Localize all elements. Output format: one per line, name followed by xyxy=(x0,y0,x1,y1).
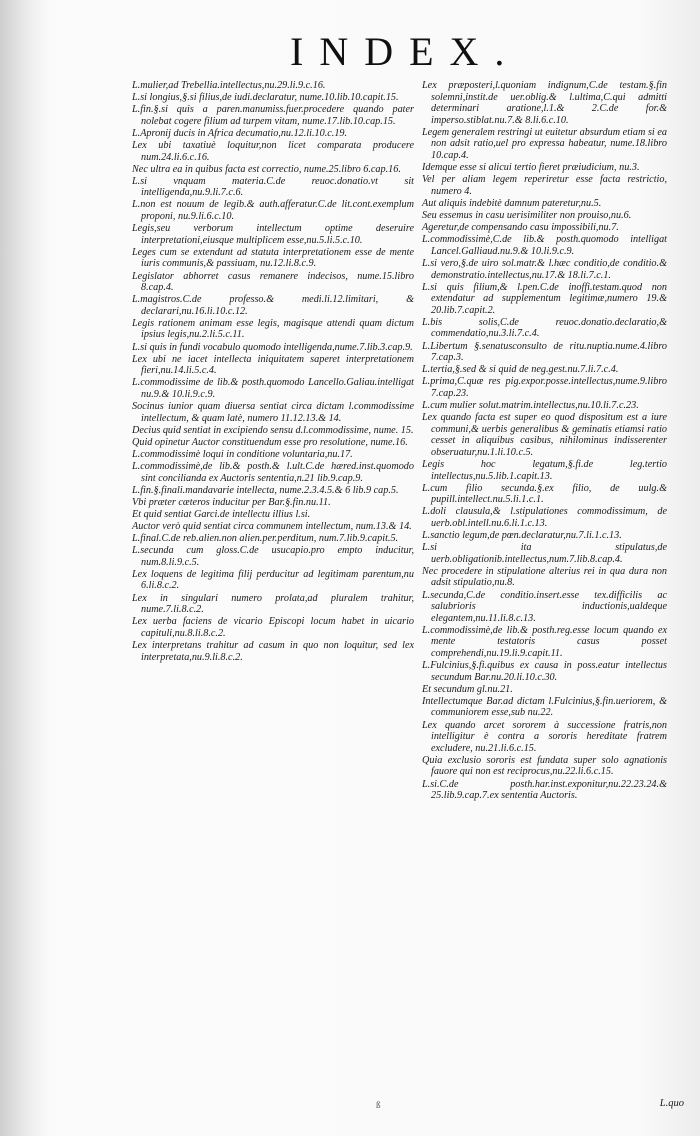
index-entry: Et secundum gl.nu.21. xyxy=(422,683,513,695)
index-entry: L.prima,C.quæ res pig.expor.posse.intellectus,nume.9.libro 7.cap.23. xyxy=(422,376,667,399)
index-entry: L.si ita stipulatus,de uerb.obligationib.intellectus,num.7.lib.8.cap.4. xyxy=(422,542,667,565)
index-entry: Lex quando arcet sororem à successione fratris,non intelligitur è contra a sororis hereditate fratrem excludere, nu.21.li.6.c.15. xyxy=(422,719,667,754)
index-entry: L.cum mulier solut.matrim.intellectus,nu.10.li.7.c.23. xyxy=(422,400,639,412)
index-entry: L.si vero,§.de uiro sol.matr.& l.hæc conditio,de conditio.& demonstratio.intellectus,nu.17.& 18.li.7.c.1. xyxy=(422,257,667,281)
index-entry: Legis rationem animam esse legis, magisque attendi quam dictum ipsius legis,nu.2.li.5.c.11. xyxy=(132,317,414,341)
index-entry: Lex ubi taxatiuè loquitur,non licet comparata producere num.24.li.6.c.16. xyxy=(132,139,414,163)
index-entry: Lex loquens de legitima filij perducitur ad legitimam parentum,nu 6.li.8.c.2. xyxy=(132,568,414,592)
index-entry: L.commodissimè,de lib.& posth.& l.ult.C.de hæred.inst.quomodo sint concilianda ex Auctoris sententia,n.21 lib.9.cap.9. xyxy=(132,461,414,484)
index-entry: Aut aliquis indebitè damnum pateretur,nu.5. xyxy=(422,197,602,209)
index-entry: L.Libertum §.senatusconsulto de ritu.nuptia.nume.4.libro 7.cap.3. xyxy=(422,340,667,364)
index-entry: L.fin.§.finali.mandavarie intellecta, nume.2.3.4.5.& 6 lib.9 cap.5. xyxy=(132,484,399,496)
index-entry: L.commodissime de lib.& posth.quomodo Lancello.Galiau.intelligat nu.9.& 10.li.9.c.9. xyxy=(132,377,414,400)
index-entry: Lex quando facta est super eo quod dispositum est a iure communi,& uerbis generalibus & geminatis etiamsi ratio cesset in aliquibus casibus, nihilominus indisserenter obseruatur,nu.1.li.10.c.5. xyxy=(422,412,667,458)
index-entry: L.cum filio secunda.§.ex filio, de uulg.& pupill.intellect.nu.5.li.1.c.1. xyxy=(422,482,667,506)
index-entry: L.si vnquam materia.C.de reuoc.donatio.vt sit intelligenda,nu.9.li.7.c.6. xyxy=(132,175,414,199)
index-entry: L.non est nouum de legib.& auth.afferatur.C.de lit.cont.exemplum proponi, nu.9.li.6.c.10. xyxy=(132,199,414,223)
index-entry: L.si.C.de posth.har.inst.exponitur,nu.22.23.24.& 25.lib.9.cap.7.ex sententia Auctoris. xyxy=(422,778,667,802)
index-entry: Legem generalem restringi ut euitetur absurdum etiam si ea non adsit ratio,uel pro expressa habeatur, nume.18.libro 10.cap.4. xyxy=(422,126,667,162)
index-column-right xyxy=(422,80,667,802)
index-entry: Lex præposteri,l.quoniam indignum,C.de testam.§.fin solemni,instit.de uer.oblig.& l.ultima,C.qui admitti determinari aratione,l.1.& 2.C.de for.& imperso.stiblat.nu.7.& 8.li.6.c.10. xyxy=(422,80,667,126)
index-entry: Ageretur,de compensando casu impossibili,nu.7. xyxy=(422,222,619,234)
index-entry: Idemque esse si alicui tertio fieret præiudicium, nu.3. xyxy=(422,162,640,174)
index-column-left xyxy=(132,80,414,664)
index-entry: L.commodissimè loqui in conditione voluntaria,nu.17. xyxy=(132,448,353,460)
index-entry: Decius quid sentiat in excipiendo sensu d.l.commodissime, nume. 15. xyxy=(132,424,414,436)
index-entry: Vbi præter cæteros inducitur per Bar.§.fin.nu.11. xyxy=(132,496,331,508)
page-title: INDEX. xyxy=(290,29,521,74)
index-entry: Lex interpretans trahitur ad casum in quo non loquitur, sed lex interpretata,nu.9.li.8.c.2. xyxy=(132,639,414,663)
index-entry: Lex uerba faciens de vicario Episcopi locum habet in uicario capituli,nu.8.li.8.c.2. xyxy=(132,616,414,639)
index-entry: L.Fulcinius,§.fi.quibus ex causa in poss.eatur intellectus secundum Bar.nu.20.li.10.c.30. xyxy=(422,660,667,683)
index-entry: Vel per aliam legem reperiretur esse facta restrictio, numero 4. xyxy=(422,174,667,197)
index-entry: Nec ultra ea in quibus facta est correctio, nume.25.libro 6.cap.16. xyxy=(132,163,401,175)
index-entry: Quid opinetur Auctor constituendum esse pro resolutione, nume.16. xyxy=(132,436,408,448)
index-entry: L.fin.§.si quis a paren.manumiss.fuer.procedere quando pater nolebat cogere filium ad turpem vitam, nume.17.lib.10.cap.15. xyxy=(132,104,414,127)
index-entry: L.sanctio legum,de pœn.declaratur,nu.7.li.1.c.13. xyxy=(422,530,622,542)
index-entry: L.secunda cum gloss.C.de usucapio.pro empto inducitur, num.8.li.9.c.5. xyxy=(132,545,414,568)
index-entry: L.commodissimè,de lib.& posth.reg.esse locum quando ex mente testatoris casus posset comprehendi,nu.19.li.9.capit.11. xyxy=(422,624,667,659)
index-entry: Quia exclusio sororis est fundata super solo agnationis fauore qui non est reciprocus,nu.22.li.6.c.15. xyxy=(422,754,667,778)
index-entry: L.si quis in fundi vocabulo quomodo intelligenda,nume.7.lib.3.cap.9. xyxy=(132,341,413,353)
index-entry: Legislator abhorret casus remanere indecisos, nume.15.libro 8.cap.4. xyxy=(132,270,414,294)
index-entry: Lex in singulari numero prolata,ad pluralem trahitur, nume.7.li.8.c.2. xyxy=(132,592,414,616)
index-entry: L.si quis filium,& l.pen.C.de inoffi.testam.quod non extendatur ad supplementum legitimæ,numero 19.& 20.lib.7.capit.2. xyxy=(422,281,667,316)
index-entry: Et quid sentiat Garci.de intellectu illius l.si. xyxy=(132,508,311,520)
signature-mark: ß xyxy=(376,1100,381,1110)
index-entry: L.commodissimè,C.de lib.& posth.quomodo intelligat Lancel.Galliaud.nu.9.& 10.li.9.c.9. xyxy=(422,234,667,257)
index-entry: L.final.C.de reb.alien.non alien.per.perditum, num.7.lib.9.capit.5. xyxy=(132,533,399,545)
index-entry: L.magistros.C.de professo.& medi.li.12.limitari, & declarari,nu.16.li.10.c.12. xyxy=(132,294,414,317)
index-entry: L.doli clausula,& l.stipulationes commodissimum, de uerb.obl.intell.nu.6.li.1.c.13. xyxy=(422,506,667,529)
catchword: L.quo xyxy=(659,1098,684,1109)
index-entry: L.bis solis,C.de reuoc.donatio.declaratio,& commendatio,nu.3.li.7.c.4. xyxy=(422,316,667,340)
index-entry: Leges cum se extendunt ad statuta interpretationem esse de mente iuris communis,& passiuam, nu.12.li.8.c.9. xyxy=(132,246,414,270)
index-entry: Seu essemus in casu uerisimiliter non prouiso,nu.6. xyxy=(422,210,632,222)
index-entry: L.Apronij ducis in Africa decumatio,nu.12.li.10.c.19. xyxy=(132,127,348,139)
index-entry: L.secunda,C.de conditio.insert.esse tex.difficilis ac salubrioris inductionis,ualdeque elegantem,nu.11.li.8.c.13. xyxy=(422,589,667,624)
index-entry: Auctor verò quid sentiat circa communem intellectum, num.13.& 14. xyxy=(132,520,412,532)
index-entry: L.si longius,§.si filius,de iudi.declaratur, nume.10.lib.10.capit.15. xyxy=(132,92,399,104)
index-entry: Legis hoc legatum,§.fi.de leg.tertio intellectus,nu.5.lib.1.capit.13. xyxy=(422,459,667,482)
index-entry: Legis,seu verborum intellectum optime deseruire interpretationi,eiusque multiplicem esse,nu.5.li.5.c.10. xyxy=(132,223,414,246)
index-entry: Nec procedere in stipulatione alterius rei in qua dura non adsit stipulatio,nu.8. xyxy=(422,565,667,589)
index-entry: Socinus iunior quam diuersa sentiat circa dictam l.commodissime intellectum, & quam latè, numero 11.12.13.& 14. xyxy=(132,401,414,424)
index-entry: Lex ubi ne iacet intellecta iniquitatem saperet interpretationem fieri,nu.14.li.5.c.4. xyxy=(132,353,414,377)
index-entry: L.mulier,ad Trebellia.intellectus,nu.29.li.9.c.16. xyxy=(132,80,326,91)
index-entry: Intellectumque Bar.ad dictam l.Fulcinius,§.fin.ueriorem, & communiorem esse,sub nu.22. xyxy=(422,695,667,719)
gutter-shadow xyxy=(0,0,46,1136)
index-entry: L.tertia,§.sed & si quid de neg.gest.nu.7.li.7.c.4. xyxy=(422,364,619,376)
